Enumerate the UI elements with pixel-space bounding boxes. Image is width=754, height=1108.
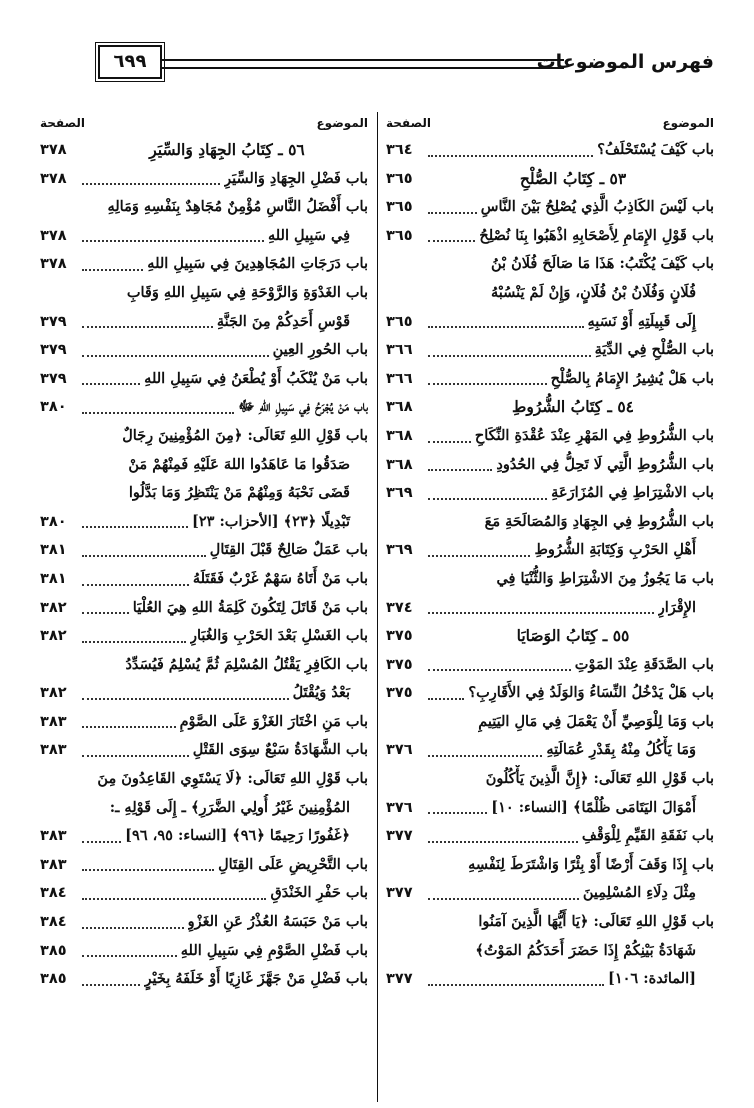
toc-entry (40, 393, 368, 422)
toc-entry-text: أَمْوَالَ اليَتَامَى ظُلْمًا﴾ [النساء: ١٠] (491, 798, 696, 816)
toc-entry (40, 765, 368, 794)
toc-entry (386, 508, 714, 537)
toc-section-heading (40, 136, 368, 165)
dot-leader (82, 755, 189, 757)
toc-entry-text: باب مَنْ يُنْكَبُ أَوْ يُطْعَنُ فِي سَبِيلِ اللهِ (144, 369, 368, 387)
dot-leader (82, 955, 177, 957)
toc-entry-text: باب قَوْلِ اللهِ تَعَالَى: ﴿مِنَ المُؤْمِنِينَ رِجَالٌ (122, 426, 368, 444)
page-label: الصفحة (386, 116, 432, 130)
dot-leader (428, 498, 547, 500)
dot-leader (428, 984, 604, 986)
toc-section-heading (386, 622, 714, 651)
toc-entry-text: باب كَيْفَ يُسْتَحْلَفُ؟ (597, 141, 714, 158)
dot-leader (82, 555, 206, 557)
dot-leader (82, 183, 220, 185)
toc-entry (386, 708, 714, 737)
toc-entry-text: صَدَقُوا مَا عَاهَدُوا اللهَ عَلَيْهِ فَمِنْهُمْ مَنْ (128, 455, 350, 473)
right-column-header (386, 112, 714, 136)
toc-entry-text: قَضَى نَحْبَهُ وَمِنْهُمْ مَنْ يَنْتَظِرُ وَمَا بَدَّلُوا (128, 484, 350, 502)
dot-leader (428, 155, 593, 157)
toc-entry-text: ٥٣ ـ كِتَابُ الصُّلْحِ (519, 168, 627, 188)
toc-entry-text: باب التَّحْرِيضِ عَلَى القِتَالِ (218, 855, 368, 873)
toc-entry (40, 851, 368, 880)
toc-entry (40, 622, 368, 651)
toc-entry-text: تَبْدِيلًا ﴿٢٣﴾ [الأحزاب: ٢٣] (191, 512, 350, 530)
toc-page-number: ٣٦٤ (386, 142, 413, 158)
toc-page-number: ٣٧٨ (40, 170, 67, 187)
toc-entry (40, 879, 368, 908)
toc-entry-text: باب هَلْ يُشِيرُ الإِمَامُ بِالصُّلْحِ (550, 369, 714, 387)
toc-entry-text: باب الغَسْلِ بَعْدَ الحَرْبِ وَالغُبَارِ (190, 627, 368, 645)
toc-entry (386, 765, 714, 794)
toc-page-number: ٣٧٨ (40, 227, 67, 244)
toc-page-number: ٣٦٦ (386, 370, 413, 387)
toc-entry-text: باب مَنْ يُجْرَحُ فِي سَبِيلِ اللهِ ﷻ (238, 398, 368, 416)
toc-page-number: ٣٨٣ (40, 828, 67, 845)
left-column (40, 112, 368, 1102)
toc-entry-text: باب الشُّرُوطِ الَّتِي لَا تَحِلُّ فِي الحُدُودِ (496, 455, 714, 473)
toc-page-number: ٣٨٢ (40, 685, 67, 702)
toc-entry-text: باب الاشْتِرَاطِ فِي المُزَارَعَةِ (551, 484, 714, 502)
dot-leader (428, 355, 591, 357)
toc-entry (386, 479, 714, 508)
toc-entry-text: باب مَا يَجُوزُ مِنَ الاشْتِرَاطِ وَالثُّنْيَا فِي (496, 569, 714, 587)
toc-entry (40, 422, 368, 451)
toc-entry-text: باب حَفْرِ الخَنْدَقِ (270, 884, 368, 902)
toc-entry-text: باب فَضْلِ الصَّوْمِ فِي سَبِيلِ اللهِ (180, 941, 368, 959)
toc-page-number: ٣٧٩ (40, 313, 67, 330)
dot-leader (82, 383, 140, 385)
toc-page-number: ٣٨٥ (40, 942, 67, 959)
dot-leader (428, 441, 471, 443)
toc-entry-text: أَهْلِ الحَرْبِ وَكِتَابَةِ الشُّرُوطِ (534, 541, 696, 559)
toc-entry-text: باب الصُّلْحِ فِي الدِّيَةِ (594, 341, 714, 359)
toc-entry-text: ٥٤ ـ كِتَابُ الشُّرُوطِ (512, 397, 634, 417)
toc-section-heading (386, 393, 714, 422)
toc-entry (386, 250, 714, 279)
dot-leader (428, 555, 530, 557)
dot-leader (82, 584, 189, 586)
toc-page-number: ٣٨٤ (40, 914, 67, 931)
toc-entry-text: ٥٦ ـ كِتَابُ الجِهَادِ وَالسِّيَرِ (149, 140, 305, 159)
toc-entry (386, 851, 714, 880)
toc-entry (40, 165, 368, 194)
topic-label: الموضوع (316, 116, 368, 130)
toc-entry-text: بَعْدُ وَيُقْتَلُ (292, 684, 350, 702)
toc-entry-text: باب دَرَجَاتِ المُجَاهِدِينَ فِي سَبِيلِ اللهِ (147, 255, 368, 273)
toc-entry-text: الإِقْرَارِ (657, 598, 696, 616)
toc-page-number: ٣٨٣ (40, 742, 67, 759)
toc-entry-text: ٥٥ ـ كِتَابُ الوَصَايَا (516, 626, 630, 646)
page-label: الصفحة (40, 116, 86, 130)
toc-page-number: ٣٧٥ (386, 628, 413, 645)
toc-entry-text: باب قَوْلِ الإِمَامِ لِأَصْحَابِهِ اذْهَبُوا بِنَا نُصْلِحُ (479, 226, 714, 244)
dot-leader (428, 240, 475, 242)
toc-entry (386, 736, 714, 765)
dot-leader (82, 412, 234, 414)
toc-entry (386, 365, 714, 394)
toc-entry (386, 136, 714, 165)
dot-leader (82, 269, 143, 271)
toc-entry-text: باب عَمَلٌ صَالِحٌ قَبْلَ القِتَالِ (209, 541, 368, 559)
toc-page-number: ٣٨٠ (40, 399, 67, 416)
toc-page-number: ٣٦٩ (386, 542, 413, 559)
toc-entry (40, 222, 368, 251)
toc-entry-text: باب الحُورِ العِينِ (272, 341, 368, 359)
toc-page-number: ٣٧٨ (40, 142, 67, 158)
page-header (40, 45, 714, 85)
toc-entry (40, 508, 368, 537)
book-title: فهرس الموضوعات (536, 51, 714, 73)
dot-leader (82, 355, 269, 357)
toc-page-number: ٣٧٨ (40, 256, 67, 273)
toc-entry-text: باب الكَافِرِ يَقْتُلُ المُسْلِمَ ثُمَّ يُسْلِمُ فَيُسَدِّدُ (125, 655, 368, 673)
toc-page-number: ٣٧٦ (386, 799, 413, 816)
toc-page-number: ٣٦٨ (386, 427, 413, 444)
toc-entry (40, 365, 368, 394)
dot-leader (82, 984, 140, 986)
dot-leader (428, 841, 578, 843)
page-number-badge: ٦٩٩ (98, 45, 162, 79)
toc-entry-text: باب مَنِ اخْتَارَ الغَزْوَ عَلَى الصَّوْمِ (179, 712, 368, 730)
toc-entry-text: باب الشُّرُوطِ فِي المَهْرِ عِنْدَ عُقْدَةِ النِّكَاحِ (474, 426, 714, 444)
toc-page-number: ٣٨١ (40, 570, 67, 587)
toc-entry (40, 908, 368, 937)
toc-page-number: ٣٦٩ (386, 485, 413, 502)
toc-entry (40, 536, 368, 565)
dot-leader (82, 927, 184, 929)
toc-entry-text: باب هَلْ يَدْخُلُ النِّسَاءُ وَالوَلَدُ فِي الأَقَارِبِ؟ (468, 684, 714, 702)
column-divider (377, 112, 378, 1102)
toc-entry (40, 708, 368, 737)
toc-entry-text: باب قَوْلِ اللهِ تَعَالَى: ﴿إِنَّ الَّذِينَ يَأْكُلُونَ (485, 770, 714, 788)
toc-entry-text: باب فَضْلِ الجِهَادِ وَالسِّيَرِ (224, 169, 368, 187)
dot-leader (428, 383, 547, 385)
toc-entry-text: ﴿غَفُورًا رَحِيمًا ﴿٩٦﴾ [النساء: ٩٥، ٩٦] (125, 827, 350, 845)
toc-entry-text: باب الشَّهَادَةُ سَبْعٌ سِوَى القَتْلِ (192, 741, 368, 759)
dot-leader (428, 812, 487, 814)
toc-entry (386, 308, 714, 337)
toc-entry-text: باب وَمَا لِلْوَصِيِّ أَنْ يَعْمَلَ فِي مَالِ اليَتِيمِ (478, 712, 714, 730)
toc-entry-text: مِثْلَ دِلَاءِ المُسْلِمِينَ (582, 884, 696, 902)
toc-entry (386, 822, 714, 851)
toc-entry (40, 965, 368, 994)
toc-entry-text: شَهَادَةُ بَيْنِكُمْ إِذَا حَضَرَ أَحَدَكُمُ المَوْتُ﴾ (475, 941, 696, 959)
toc-entry (40, 594, 368, 623)
toc-entry-text: فُلَانٍ وَفُلَانُ بْنُ فُلَانٍ، وَإِنْ لَمْ يَنْسُبْهُ (491, 283, 696, 301)
toc-entry (386, 879, 714, 908)
toc-page-number: ٣٨٠ (40, 513, 67, 530)
toc-entry-text: المُؤْمِنِينَ غَيْرُ أُولِي الضَّرَرِ﴾ ـ إِلَى قَوْلِهِ ـ: (109, 798, 350, 816)
toc-page-number: ٣٧٤ (386, 599, 413, 616)
toc-entry (40, 193, 368, 222)
dot-leader (428, 612, 654, 614)
toc-entry (386, 937, 714, 966)
toc-entry-text: إِلَى قَبِيلَتِهِ أَوْ نَسَبِهِ (587, 312, 696, 330)
toc-page-number: ٣٧٦ (386, 742, 413, 759)
toc-entry (40, 451, 368, 480)
toc-entry (386, 336, 714, 365)
toc-entry (386, 422, 714, 451)
toc-entry (386, 965, 714, 994)
toc-entry-text: فِي سَبِيلِ اللهِ (267, 226, 350, 244)
toc-entry (386, 794, 714, 823)
toc-entry-text: قَوْسِ أَحَدِكُمْ مِنَ الجَنَّةِ (216, 312, 350, 330)
topic-label: الموضوع (662, 116, 714, 130)
toc-entry (40, 308, 368, 337)
toc-page-number: ٣٧٩ (40, 370, 67, 387)
toc-entry (40, 336, 368, 365)
toc-entry (386, 594, 714, 623)
dot-leader (82, 641, 186, 643)
toc-page-number: ٣٨٢ (40, 599, 67, 616)
dot-leader (82, 240, 264, 242)
toc-entry (386, 651, 714, 680)
toc-entry (386, 279, 714, 308)
toc-page-number: ٣٧٥ (386, 656, 413, 673)
toc-page-number: ٣٦٨ (386, 456, 413, 473)
toc-entry-text: [المائدة: ١٠٦] (607, 970, 696, 988)
toc-entry-text: باب كَيْفَ يُكْتَبُ: هَذَا مَا صَالَحَ فُلَانُ بْنُ (490, 255, 714, 273)
toc-page-number: ٣٧٥ (386, 685, 413, 702)
dot-leader (82, 898, 266, 900)
dot-leader (428, 698, 464, 700)
toc-section-heading (386, 165, 714, 194)
toc-entry-text: باب الصَّدَقَةِ عِنْدَ المَوْتِ (574, 655, 714, 673)
toc-entry (386, 565, 714, 594)
dot-leader (82, 869, 214, 871)
dot-leader (428, 212, 477, 214)
toc-page-number: ٣٦٥ (386, 170, 413, 187)
toc-entry-text: وَمَا يَأْكُلُ مِنْهُ بِقَدْرِ عُمَالَتِهِ (546, 741, 696, 759)
toc-page-number: ٣٧٧ (386, 828, 413, 845)
toc-entry (40, 679, 368, 708)
toc-page-number: ٣٨٥ (40, 971, 67, 988)
toc-page-number: ٣٦٨ (386, 399, 413, 416)
toc-entry-text: باب الغَدْوَةِ وَالرَّوْحَةِ فِي سَبِيلِ اللهِ وَقَابِ (126, 283, 368, 301)
toc-entry (386, 451, 714, 480)
toc-entry (40, 651, 368, 680)
toc-page-number: ٣٧٧ (386, 971, 413, 988)
toc-page-number: ٣٨١ (40, 542, 67, 559)
toc-entry-text: باب الشُّرُوطِ فِي الجِهَادِ وَالمُصَالَحَةِ مَعَ (484, 512, 714, 530)
toc-entry (386, 908, 714, 937)
dot-leader (82, 612, 129, 614)
toc-entry (386, 222, 714, 251)
toc-page-number: ٣٧٧ (386, 885, 413, 902)
dot-leader (82, 726, 176, 728)
left-entries (40, 136, 368, 994)
toc-page-number: ٣٦٥ (386, 227, 413, 244)
toc-page-number: ٣٨٤ (40, 885, 67, 902)
dot-leader (428, 898, 579, 900)
toc-page-number: ٣٨٢ (40, 628, 67, 645)
dot-leader (82, 526, 188, 528)
toc-entry-text: باب مَنْ حَبَسَهُ العُذْرُ عَنِ الغَزْوِ (187, 913, 368, 931)
right-entries (386, 136, 714, 994)
toc-entry (386, 193, 714, 222)
toc-entry-text: باب مَنْ قَاتَلَ لِتَكُونَ كَلِمَةُ اللهِ هِيَ العُلْيَا (132, 598, 368, 616)
dot-leader (428, 755, 542, 757)
toc-page-number: ٣٦٥ (386, 199, 413, 216)
toc-entry-text: باب أَفْضَلُ النَّاسِ مُؤْمِنٌ مُجَاهِدٌ بِنَفْسِهِ وَمَالِهِ (107, 198, 368, 216)
header-rule (140, 59, 564, 69)
toc-entry (386, 536, 714, 565)
dot-leader (428, 326, 584, 328)
toc-page-number: ٣٨٣ (40, 856, 67, 873)
toc-entry (40, 822, 368, 851)
toc-page-number: ٣٦٦ (386, 342, 413, 359)
toc-entry (40, 279, 368, 308)
toc-entry-text: باب قَوْلِ اللهِ تَعَالَى: ﴿يَا أَيُّهَا الَّذِينَ آمَنُوا (478, 913, 714, 931)
toc-page-number: ٣٧٩ (40, 342, 67, 359)
dot-leader (82, 841, 121, 843)
toc-entry (386, 679, 714, 708)
toc-entry-text: باب قَوْلِ اللهِ تَعَالَى: ﴿لَا يَسْتَوِي القَاعِدُونَ مِنَ (97, 770, 368, 788)
right-column (386, 112, 714, 1102)
toc-entry (40, 565, 368, 594)
toc-entry (40, 479, 368, 508)
toc-entry (40, 250, 368, 279)
toc-entry (40, 736, 368, 765)
toc-page-number: ٣٦٥ (386, 313, 413, 330)
toc-entry-text: باب لَيْسَ الكَاذِبُ الَّذِي يُصْلِحُ بَيْنَ النَّاسِ (480, 198, 714, 216)
toc-entry (40, 794, 368, 823)
left-column-header (40, 112, 368, 136)
toc-page-number: ٣٨٣ (40, 713, 67, 730)
dot-leader (428, 669, 571, 671)
dot-leader (82, 326, 213, 328)
toc-entry-text: باب مَنْ أَتَاهُ سَهْمٌ غَرْبٌ فَقَتَلَهُ (192, 569, 368, 587)
toc-entry (40, 937, 368, 966)
toc-entry-text: باب إِذَا وَقَفَ أَرْضًا أَوْ بِئْرًا وَاشْتَرَطَ لِنَفْسِهِ (468, 855, 714, 873)
dot-leader (428, 469, 492, 471)
toc-entry-text: باب فَضْلِ مَنْ جَهَّزَ غَازِيًا أَوْ خَلَفَهُ بِخَيْرٍ (144, 970, 368, 988)
toc-entry-text: باب نَفَقَةِ القَيِّمِ لِلْوَقْفِ (581, 827, 714, 845)
dot-leader (82, 698, 289, 700)
